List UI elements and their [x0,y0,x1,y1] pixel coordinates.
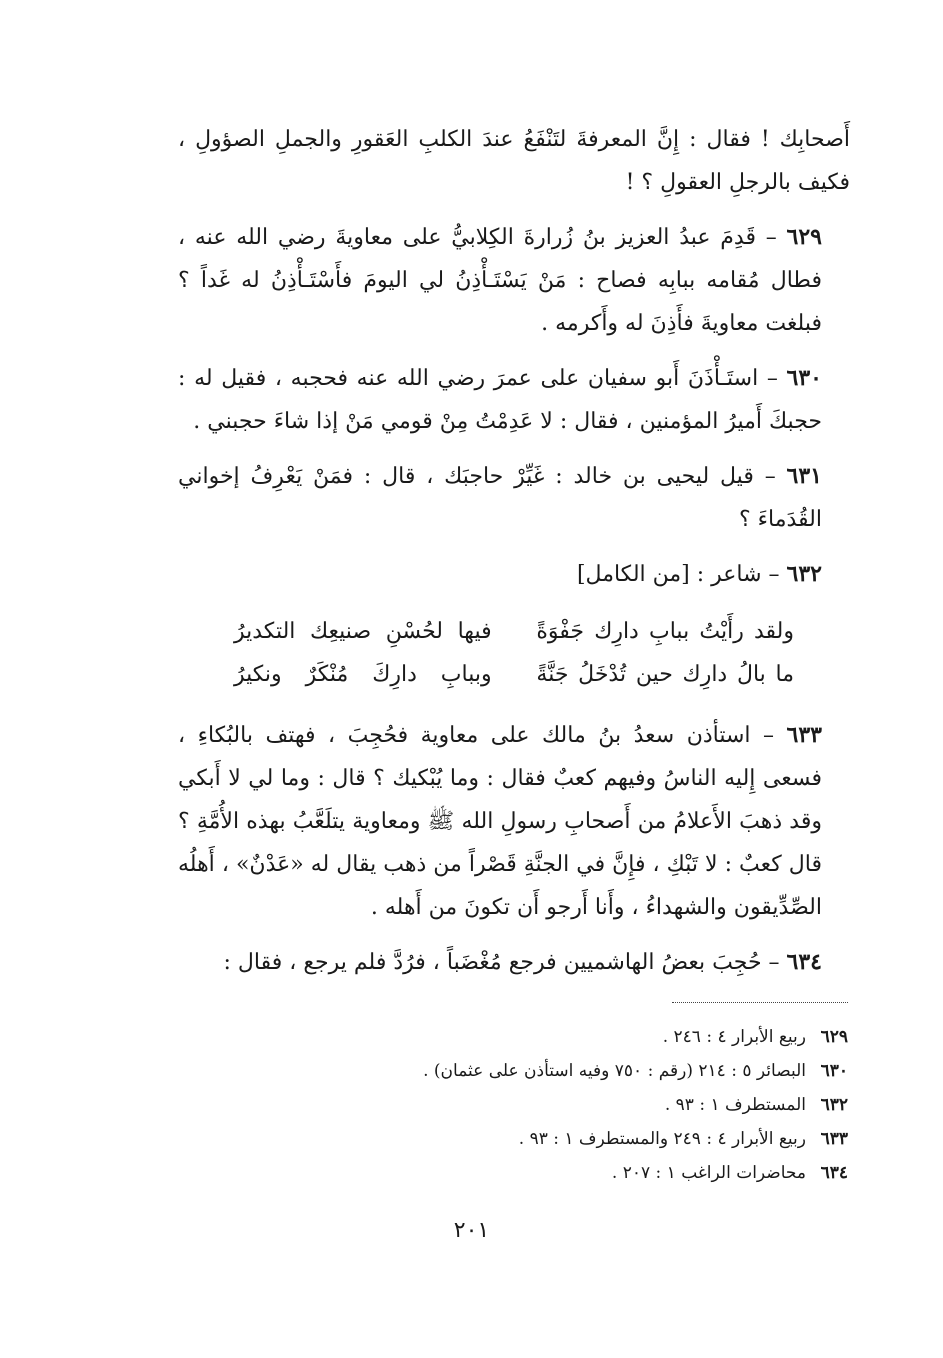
poem-verse [234,610,794,653]
paragraph-number: ٦٢٩ [786,224,822,250]
poem-verse [234,653,794,696]
paragraph-text: أَصحابِك ! فقال : إِنَّ المعرفةَ لتَنْفَعُ عندَ الكلبِ العَقورِ والجملِ الصؤولِ ، فكيف بالرجلِ العقولِ ؟ ! [178,127,850,195]
footnotes [300,1020,848,1190]
paragraph-text: – استأذن سعدُ بنُ مالك على معاوية فحُجِبَ ، فهتف بالبُكاءِ ، فسعى إِليه الناسُ وفيهم كعبٌ فقال : وما يُبْكيك ؟ قال : وما لي لا أَبكي وقد ذهبَ الأَعلامُ من أَصحابِ رسولِ الله ﷺ ومعاوية يتلَعَّبُ بهذه الأُمَّةِ ؟ قال كعبٌ : لا تَبْكِ ، فإِنَّ في الجنَّةِ قَصْراً من ذهب يقال له «عَدْنٌ» ، أَهلُه الصِّدِّيقون والشهداءُ ، وأَنا أَرجو أَن تكونَ من أَهله . [178,723,822,920]
paragraph-633 [178,714,850,929]
poem-hemistich-first: ما بالُ دارِك حين تُدْخَلُ جَنَّةً [536,662,794,687]
footnote [300,1156,848,1190]
poem-heading [178,553,850,596]
poem-hemistich-second: فيها لحُسْنِ صنيعِك التكديرُ [234,619,492,644]
footnote [300,1122,848,1156]
page-body [178,118,850,996]
paragraph-text: – قَدِمَ عبدُ العزيز بنُ زُرارةَ الكِلابيُّ على معاويةَ رضي الله عنه ، فطال مُقامه ببابِه فصاح : مَنْ يَسْتَـأْذِنُ لي اليومَ فأَسْتَـأْذِنُ له غَداً ؟ فبلغت معاويةَ فأَذِنَ له وأَكرمه . [178,225,822,336]
paragraph-number: ٦٣٣ [786,722,822,748]
footnote-divider [672,1002,848,1003]
footnote-number: ٦٢٩ [820,1027,848,1047]
footnote-number: ٦٣٢ [820,1095,848,1115]
paragraph-number: ٦٣١ [786,463,822,489]
paragraph-631 [178,455,850,541]
paragraph-text: – حُجِبَ بعضُ الهاشميين فرجع مُغْضَباً ، فرُدَّ فلم يرجع ، فقال : [223,950,787,975]
paragraph-number: ٦٣٤ [786,949,822,975]
paragraph-634 [178,941,850,984]
poem-hemistich-second: وببابِ دارِكَ مُنْكَرٌ ونكيرُ [234,662,492,687]
footnote [300,1020,848,1054]
footnote-text: ربيع الأبرار ٤ : ٢٤٩ والمستطرف ١ : ٩٣ . [518,1129,806,1149]
paragraph-number: ٦٣٢ [786,561,822,587]
poem-heading-text: – شاعر : [من الكامل] [576,562,787,587]
footnote-text: المستطرف ١ : ٩٣ . [664,1095,806,1115]
footnote-text: البصائر ٥ : ٢١٤ (رقم : ٧٥٠ وفيه استأذن على عثمان) . [423,1061,806,1081]
footnote [300,1088,848,1122]
footnote-number: ٦٣٠ [820,1061,848,1081]
paragraph-number: ٦٣٠ [786,365,822,391]
poem [234,610,794,696]
footnote-text: ربيع الأبرار ٤ : ٢٤٦ . [662,1027,806,1047]
poem-hemistich-first: ولقد رأَيْتُ ببابِ دارِك جَفْوَةً [536,619,794,644]
paragraph-text: – استَـأْذَنَ أَبو سفيان على عمرَ رضي الله عنه فحجبه ، فقيل له : حجبكَ أَميرُ المؤمنين ، فقال : لا عَدِمْتُ مِنْ قومي مَنْ إذا شاءَ حجبني . [178,366,822,434]
page-number: ٢٠١ [453,1218,490,1243]
footnote-number: ٦٣٤ [820,1163,848,1183]
paragraph-630 [178,357,850,443]
footnote-text: محاضرات الراغب ١ : ٢٠٧ . [611,1163,806,1183]
footnote [300,1054,848,1088]
paragraph-text: – قيل ليحيى بن خالد : غَيِّرْ حاجبَك ، قال : فمَنْ يَعْرِفُ إخواني القُدَماءَ ؟ [178,464,822,532]
paragraph-629 [178,216,850,345]
paragraph-continued [178,118,850,204]
footnote-number: ٦٣٣ [820,1129,848,1149]
